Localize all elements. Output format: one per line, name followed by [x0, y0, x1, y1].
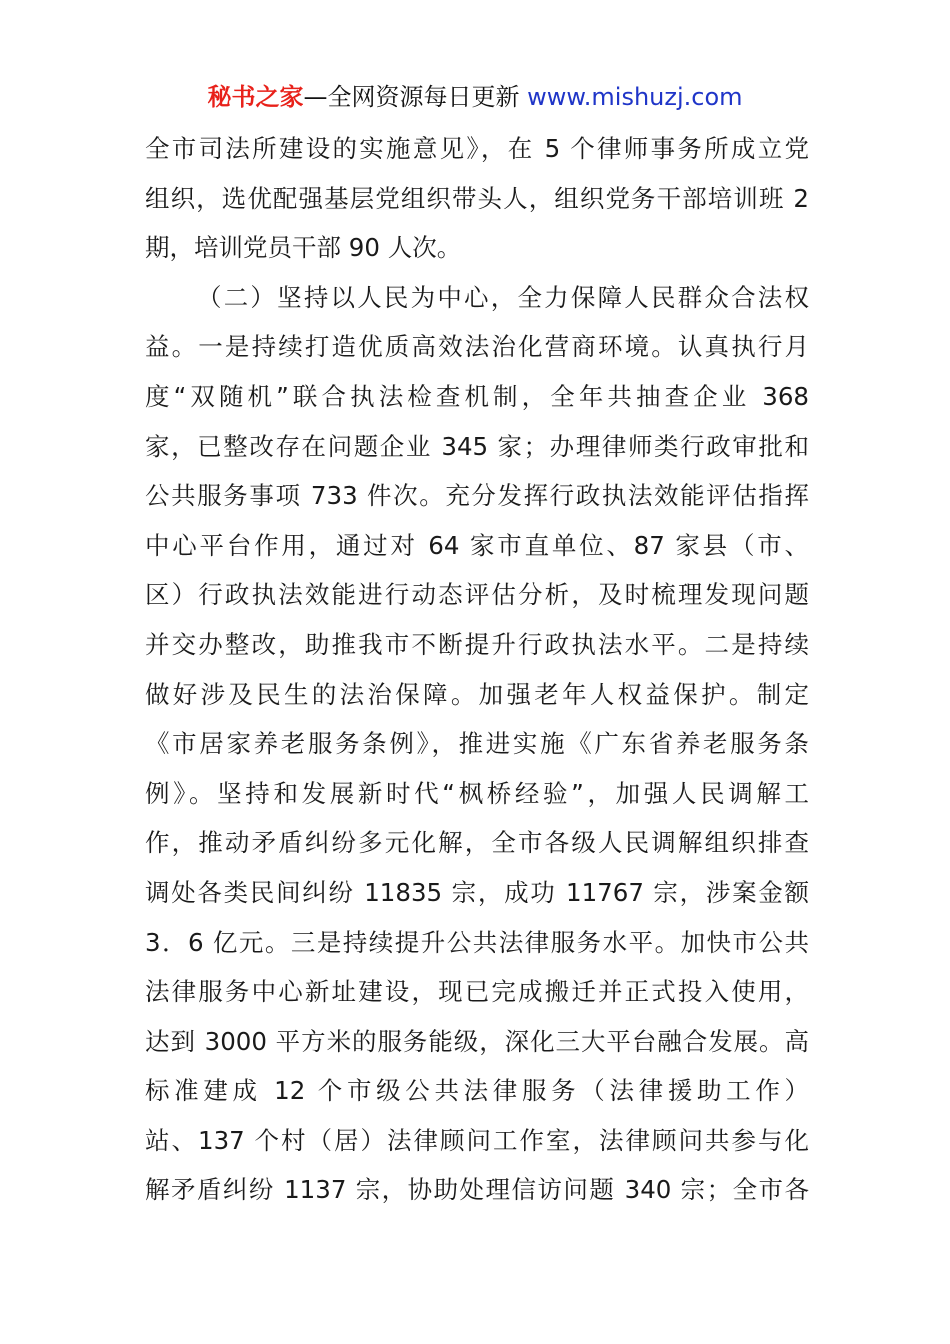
text-line: 例》。坚持和发展新时代“枫桥经验”，加强人民调解工 — [145, 778, 809, 808]
text-line: 中心平台作用，通过对 64 家市直单位、87 家县（市、 — [145, 530, 809, 560]
text-line: 标准建成 12 个市级公共法律服务（法律援助工作） — [145, 1076, 809, 1106]
text-line: 达到 3000 平方米的服务能级，深化三大平台融合发展。高 — [145, 1026, 809, 1056]
text-line: 并交办整改，助推我市不断提升行政执法水平。二是持续 — [145, 629, 809, 659]
text-line: 调处各类民间纠纷 11835 宗，成功 11767 宗，涉案金额 — [145, 877, 809, 907]
text-line: 组织，选优配强基层党组织带头人，组织党务干部培训班 2 — [145, 183, 809, 213]
header-url[interactable]: www.mishuzj.com — [527, 83, 743, 111]
text-line: 《市居家养老服务条例》，推进实施《广东省养老服务条 — [145, 729, 809, 759]
text-line: 家，已整改存在问题企业 345 家；办理律师类行政审批和 — [145, 431, 809, 461]
header-slogan: —全网资源每日更新 — [303, 83, 520, 111]
text-line: 全市司法所建设的实施意见》，在 5 个律师事务所成立党 — [145, 134, 809, 163]
text-line: 度“双随机”联合执法检查机制，全年共抽查企业 368 — [145, 381, 809, 411]
text-line: 期，培训党员干部 90 人次。 — [145, 233, 462, 263]
text-line: 做好涉及民生的法治保障。加强老年人权益保护。制定 — [145, 679, 809, 709]
text-line: 益。一是持续打造优质高效法治化营商环境。认真执行月 — [145, 332, 809, 362]
document-body — [145, 124, 809, 1215]
text-line: 区）行政执法效能进行动态评估分析，及时梳理发现问题 — [145, 580, 809, 610]
text-line: 站、137 个村（居）法律顾问工作室，法律顾问共参与化 — [145, 1125, 809, 1155]
text-line: 法律服务中心新址建设，现已完成搬迁并正式投入使用， — [145, 977, 809, 1007]
text-line: 3．6 亿元。三是持续提升公共法律服务水平。加快市公共 — [145, 927, 809, 957]
text-line: 解矛盾纠纷 1137 宗，协助处理信访问题 340 宗；全市各 — [145, 1175, 809, 1205]
text-line: （二）坚持以人民为中心，全力保障人民群众合法权 — [197, 282, 809, 312]
header-brand: 秘书之家 — [207, 83, 304, 111]
text-line: 作，推动矛盾纠纷多元化解，全市各级人民调解组织排查 — [145, 828, 809, 858]
text-line: 公共服务事项 733 件次。充分发挥行政执法效能评估指挥 — [145, 481, 809, 511]
page-header — [0, 80, 950, 114]
